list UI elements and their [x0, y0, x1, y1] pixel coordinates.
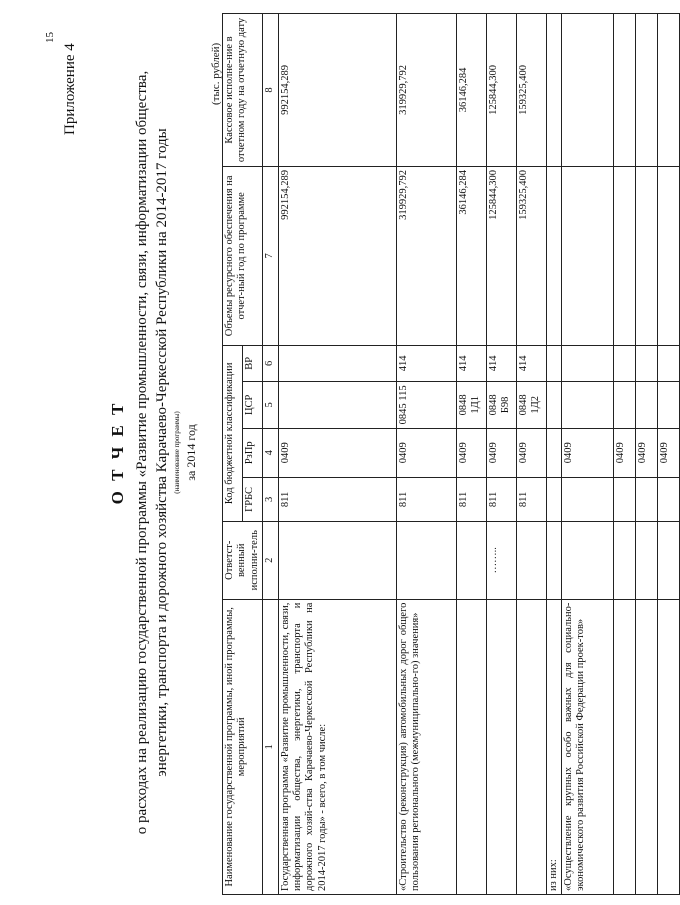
- row-rzpr-cell: 0409: [278, 428, 396, 477]
- row-executor-cell: [657, 521, 679, 599]
- row-actual-cell: 992154,289: [278, 14, 396, 167]
- row-name-cell: из них:: [546, 599, 561, 894]
- row-name-cell: «Осуществление крупных особо важных для социально-экономического развития Российской Федерации проек-тов»: [561, 599, 613, 894]
- row-actual-cell: 125844,300: [486, 14, 516, 167]
- row-rzpr-cell: 0409: [635, 428, 657, 477]
- row-vr-cell: 414: [396, 345, 456, 381]
- table-row: [516, 14, 546, 895]
- table-row: [635, 14, 657, 895]
- header-vr: ВР: [243, 345, 263, 381]
- row-plan-cell: [657, 166, 679, 345]
- table-row: [456, 14, 486, 895]
- row-rzpr-cell: 0409: [516, 428, 546, 477]
- row-grbs-cell: 811: [278, 477, 396, 521]
- report-period: за 2014 год: [184, 424, 198, 481]
- row-actual-cell: 36146,284: [456, 14, 486, 167]
- row-vr-cell: [613, 345, 635, 381]
- row-grbs-cell: [561, 477, 613, 521]
- row-plan-cell: 36146,284: [456, 166, 486, 345]
- col-number: 4: [263, 428, 278, 477]
- row-name-cell: «Строительство (реконструкция) автомобильных дорог общего пользования регионального (межмуниципально-го) значения»: [396, 599, 456, 894]
- row-vr-cell: [546, 345, 561, 381]
- header-plan: Объемы ресурсного обеспечения на отчет-ный год по программе: [223, 166, 263, 345]
- report-subtitle-line1: о расходах на реализацию государственной программы «Развитие промышленности, связи, информатизации общества,: [134, 70, 150, 835]
- row-plan-cell: [546, 166, 561, 345]
- col-number: 8: [263, 14, 278, 167]
- row-vr-cell: 414: [486, 345, 516, 381]
- row-plan-cell: 125844,300: [486, 166, 516, 345]
- row-vr-cell: 414: [456, 345, 486, 381]
- row-actual-cell: 319929,792: [396, 14, 456, 167]
- row-name-cell: [486, 599, 516, 894]
- table-row: [278, 14, 396, 895]
- row-plan-cell: [635, 166, 657, 345]
- row-csr-cell: [613, 382, 635, 429]
- row-plan-cell: [613, 166, 635, 345]
- row-executor-cell: [278, 521, 396, 599]
- expenditure-table: [222, 13, 680, 895]
- row-actual-cell: [635, 14, 657, 167]
- row-vr-cell: [635, 345, 657, 381]
- appendix-label: Приложение 4: [62, 43, 78, 135]
- row-rzpr-cell: 0409: [657, 428, 679, 477]
- row-rzpr-cell: 0409: [486, 428, 516, 477]
- row-grbs-cell: [635, 477, 657, 521]
- header-name: Наименование государственной программы, иной программы, мероприятий: [223, 599, 263, 894]
- row-rzpr-cell: 0409: [613, 428, 635, 477]
- page-number: 15: [44, 32, 56, 43]
- row-grbs-cell: [546, 477, 561, 521]
- row-csr-cell: [278, 382, 396, 429]
- row-name-cell: [456, 599, 486, 894]
- row-executor-cell: [635, 521, 657, 599]
- header-csr: ЦСР: [243, 382, 263, 429]
- row-csr-cell: [546, 382, 561, 429]
- row-actual-cell: 159325,400: [516, 14, 546, 167]
- row-rzpr-cell: 0409: [561, 428, 613, 477]
- row-grbs-cell: 811: [456, 477, 486, 521]
- row-vr-cell: [278, 345, 396, 381]
- col-number: 2: [263, 521, 278, 599]
- report-subtitle-line2: энергетики, транспорта и дорожного хозяйства Карачаево-Черкесской Республики на 2014-2017 годы: [154, 128, 170, 777]
- row-csr-cell: 0848 1Д2: [516, 382, 546, 429]
- report-title: О Т Ч Е Т: [108, 400, 127, 505]
- row-name-cell: [516, 599, 546, 894]
- row-rzpr-cell: 0409: [456, 428, 486, 477]
- row-executor-cell: [546, 521, 561, 599]
- col-number: 7: [263, 166, 278, 345]
- row-rzpr-cell: 0409: [396, 428, 456, 477]
- row-name-cell: [635, 599, 657, 894]
- row-grbs-cell: 811: [486, 477, 516, 521]
- row-vr-cell: 414: [516, 345, 546, 381]
- row-executor-cell: ……..: [486, 521, 516, 599]
- row-grbs-cell: [613, 477, 635, 521]
- row-plan-cell: 319929,792: [396, 166, 456, 345]
- table-row: [486, 14, 516, 895]
- col-number: 1: [263, 599, 278, 894]
- row-vr-cell: [561, 345, 613, 381]
- row-plan-cell: [561, 166, 613, 345]
- table-row: [657, 14, 679, 895]
- units-label: (тыс. рублей): [210, 42, 222, 105]
- row-csr-cell: [561, 382, 613, 429]
- row-executor-cell: [456, 521, 486, 599]
- row-csr-cell: [635, 382, 657, 429]
- row-actual-cell: [561, 14, 613, 167]
- header-executor: Ответст-венный исполни-тель: [223, 521, 263, 599]
- row-name-cell: [657, 599, 679, 894]
- header-grbs: ГРБС: [243, 477, 263, 521]
- col-number: 3: [263, 477, 278, 521]
- table-row: [546, 14, 561, 895]
- header-budget-code: Код бюджетной классификации: [223, 345, 243, 521]
- row-executor-cell: [613, 521, 635, 599]
- row-plan-cell: 159325,400: [516, 166, 546, 345]
- table-row: [561, 14, 613, 895]
- header-actual: Кассовое исполне-ние в отчетном году на отчетную дату: [223, 14, 263, 167]
- program-name-note: (наименование программы): [173, 411, 181, 494]
- table-row: [613, 14, 635, 895]
- row-csr-cell: 0848 1Д1: [456, 382, 486, 429]
- row-rzpr-cell: [546, 428, 561, 477]
- row-grbs-cell: 811: [516, 477, 546, 521]
- row-csr-cell: 0848 Б98: [486, 382, 516, 429]
- row-name-cell: [613, 599, 635, 894]
- header-rzpr: РзПр: [243, 428, 263, 477]
- row-grbs-cell: 811: [396, 477, 456, 521]
- row-csr-cell: [657, 382, 679, 429]
- row-vr-cell: [657, 345, 679, 381]
- col-number: 5: [263, 382, 278, 429]
- row-actual-cell: [613, 14, 635, 167]
- row-grbs-cell: [657, 477, 679, 521]
- table-row: [396, 14, 456, 895]
- row-actual-cell: [546, 14, 561, 167]
- row-plan-cell: 992154,289: [278, 166, 396, 345]
- row-executor-cell: [396, 521, 456, 599]
- row-actual-cell: [657, 14, 679, 167]
- row-name-cell: Государственная программа «Развитие промышленности, связи, информатизации общества, энергетики, транспорта и дорожного хозяй-ства Карачаево-Черкесской Республики на 2014-2017 годы» - всего, в том числе:: [278, 599, 396, 894]
- row-executor-cell: [561, 521, 613, 599]
- row-csr-cell: 0845 115: [396, 382, 456, 429]
- col-number: 6: [263, 345, 278, 381]
- row-executor-cell: [516, 521, 546, 599]
